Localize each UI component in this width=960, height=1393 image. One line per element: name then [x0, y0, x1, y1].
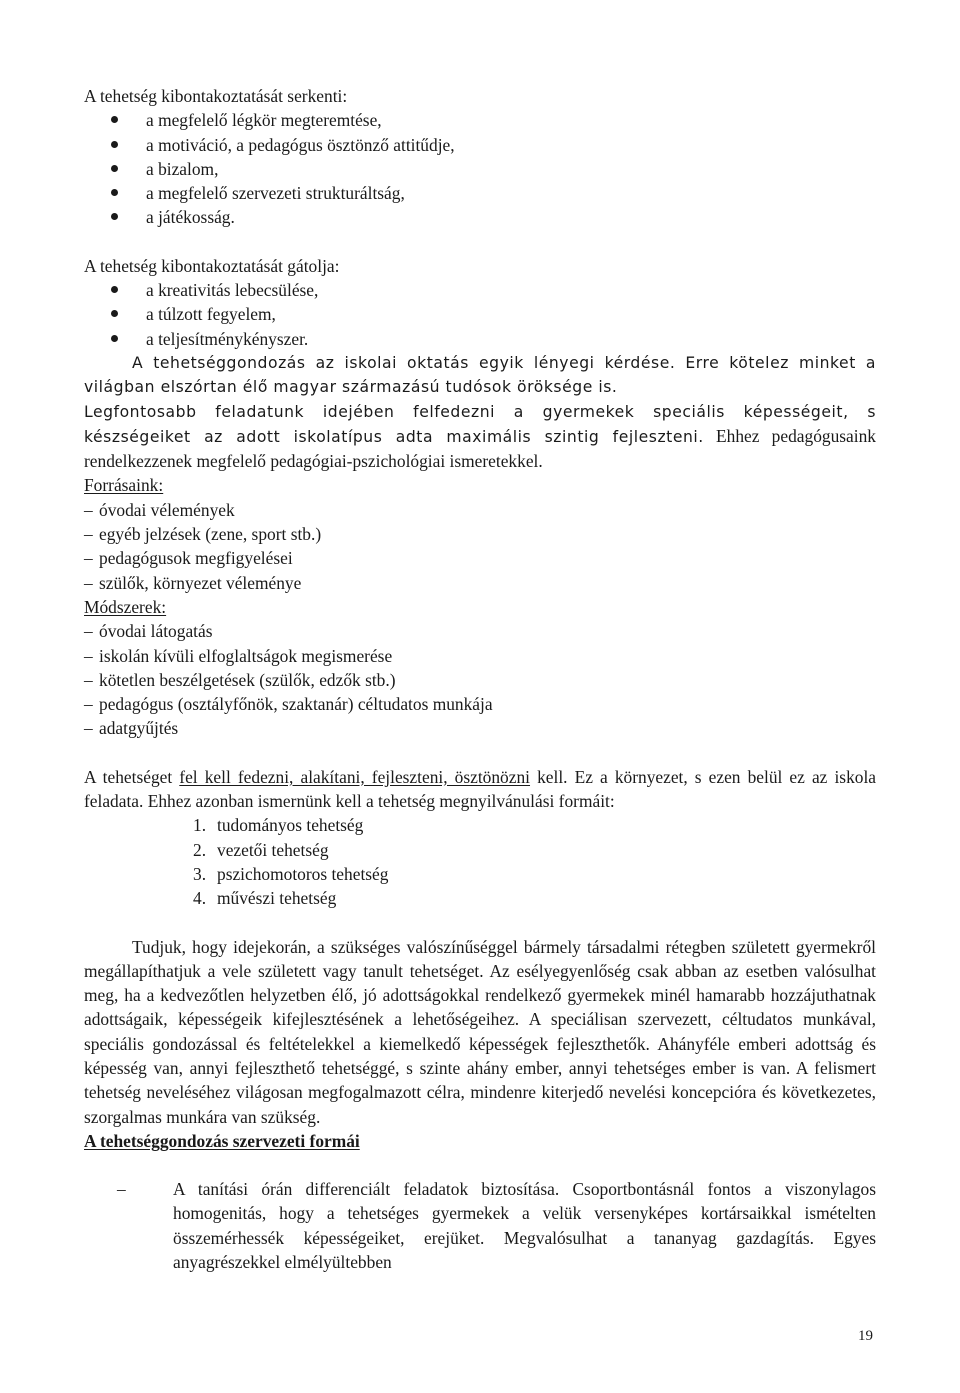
methods-list [84, 619, 876, 740]
paragraph-line: A tehetséggondozás az iskolai oktatás egyik lényegi kérdése. Erre kötelez minket a [132, 353, 876, 372]
list-item: – óvodai látogatás [84, 619, 876, 643]
list-item: – kötetlen beszélgetések (szülők, edzők stb.) [84, 668, 876, 692]
dash-marker: – [117, 1179, 126, 1200]
list-item: – pedagógus (osztályfőnök, szaktanár) céltudatos munkája [84, 692, 876, 716]
list-number: 3. [193, 863, 207, 884]
list-item: – adatgyűjtés [84, 716, 876, 740]
list-item: a bizalom, [84, 157, 876, 181]
list-item: a játékosság. [84, 205, 876, 229]
list-item: – szülők, környezet véleménye [84, 571, 876, 595]
list-item: – egyéb jelzések (zene, sport stb.) [84, 522, 876, 546]
talent-forms-list [84, 813, 876, 910]
list-item: a motiváció, a pedagógus ösztönző attitűdje, [84, 133, 876, 157]
list-item: – iskolán kívüli elfoglaltságok megismerése [84, 644, 876, 668]
paragraph-text: kell. Ez a környezet, s ezen belül ez az iskola feladata. Ehhez azonban ismernünk kell a tehetség megnyilvánulási formáit: [84, 766, 877, 812]
encourage-list [84, 108, 876, 229]
list-item [193, 886, 876, 910]
document-page [84, 84, 876, 1274]
encourage-heading: A tehetség kibontakoztatását serkenti: [84, 86, 348, 106]
section-heading: A tehetséggondozás szervezeti formái [84, 1130, 360, 1151]
list-item: a teljesítménykényszer. [84, 327, 876, 351]
hinder-list [84, 278, 876, 351]
paragraph-line: világban elszórtan élő magyar származású tudósok öröksége is. [84, 378, 618, 397]
list-item: a megfelelő légkör megteremtése, [84, 108, 876, 132]
list-text: vezetői tehetség [217, 839, 329, 860]
list-item [193, 838, 876, 862]
item-text: A tanítási órán differenciált feladatok biztosítása. Csoportbontásnál fontos a viszonylagos homogenitás, hogy a tehetséges gyermekek a velük versenyképes kortársaikkal ismételten összemérhessék képességeiket, erejüket. Megvalósulhat a tananyag gazdagítás. Egyes anyagrészekkel elmélyültebben [173, 1179, 876, 1273]
page-number: 19 [858, 1328, 873, 1344]
list-item: a megfelelő szervezeti strukturáltság, [84, 181, 876, 205]
talent-care-paragraph [84, 351, 876, 473]
paragraph-text: A tehetséget [84, 766, 180, 787]
differentiation-item [84, 1177, 876, 1274]
list-item: – óvodai vélemények [84, 498, 876, 522]
paragraph-line: készségeiket az adott iskolatípus adta maximális szintig fejleszteni. [84, 427, 704, 446]
list-item: a túlzott fegyelem, [84, 302, 876, 326]
list-item: – pedagógusok megfigyelései [84, 546, 876, 570]
list-text: művészi tehetség [217, 888, 337, 909]
list-item [193, 862, 876, 886]
equal-opportunity-paragraph: Tudjuk, hogy idejekorán, a szükséges valószínűséggel bármely társadalmi rétegben született gyermekről megállapíthatjuk a vele született vagy tanult tehetséget. Az esélyegyenlőség csak abban az esetben valósulhat meg, ha a kedvezőtlen helyzetben élő, jó adottságokkal rendelkező gyermekek minél hamarabb hozzájuthatnak adottságaik, képességeik kifejlesztésének a lehetőségeihez. A speciálisan szervezett, céltudatos munkával, speciális gondozással és feltételekkel a kiemelkedő képességek fejleszthetők. Ahányféle emberi adottság és képesség van, annyi fejleszthető tehetséggé, s szinte ahány ember, annyi tehetséges ember is van. A felismert tehetség neveléséhez világosan megfogalmazott célra, mindenre kiterjedő nevelési koncepcióra és következetes, szorgalmas munkára van szükség. [84, 936, 876, 1127]
list-number: 1. [193, 815, 207, 836]
sources-list [84, 498, 876, 595]
list-text: pszichomotoros tehetség [217, 863, 389, 884]
discover-paragraph [84, 765, 876, 814]
sources-label: Forrásaink: [84, 475, 164, 496]
hinder-heading: A tehetség kibontakoztatását gátolja: [84, 255, 340, 276]
underlined-text: fel kell fedezni, alakítani, fejleszteni, ösztönözni [179, 766, 531, 787]
methods-label: Módszerek: [84, 596, 167, 617]
list-number: 2. [193, 839, 207, 860]
list-number: 4. [193, 888, 207, 909]
list-text: tudományos tehetség [217, 815, 364, 836]
list-item: a kreativitás lebecsülése, [84, 278, 876, 302]
paragraph-line: Legfontosabb feladatunk idejében felfedezni a gyermekek speciális képességeit, s [84, 402, 876, 421]
paragraph-tail: Ehhez pedagógusaink rendelkezzenek megfelelő pedagógiai-pszichológiai ismeretekkel. [84, 425, 876, 472]
list-item [193, 813, 876, 837]
